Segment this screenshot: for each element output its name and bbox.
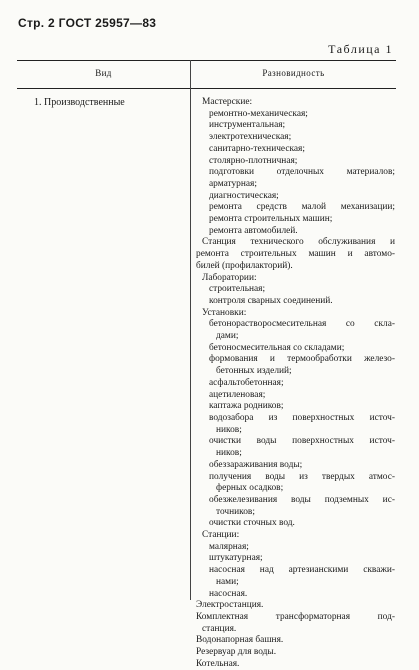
variety-line: бетонорастворосмесительная со скла-	[209, 319, 395, 330]
variety-line: Комплектная трансформаторная под-	[196, 611, 395, 622]
variety-list	[196, 97, 395, 670]
variety-line: диагностическая;	[209, 190, 279, 201]
column-header-variety: Разновидность	[262, 68, 325, 78]
column-divider	[190, 60, 191, 600]
variety-line: ацетиленовая;	[209, 389, 266, 400]
variety-line: Станция технического обслуживания и	[202, 237, 395, 248]
variety-line: бетоносмесительная со складами;	[209, 342, 345, 353]
variety-line: точников;	[216, 506, 255, 517]
variety-line: каптажа родников;	[209, 401, 284, 412]
variety-line: ремонта автомобилей.	[209, 225, 298, 236]
variety-line: обеззараживания воды;	[209, 459, 303, 470]
variety-line: Станции:	[202, 530, 240, 541]
variety-line: формования и термообработки железо-	[209, 354, 395, 365]
variety-line: насосная над артезианскими скважи-	[209, 565, 395, 576]
variety-line: строительная;	[209, 284, 266, 295]
variety-line: контроля сварных соединений.	[209, 295, 333, 306]
variety-line: Водонапорная башня.	[196, 635, 284, 646]
variety-line: электротехническая;	[209, 132, 292, 143]
variety-line: насосная.	[209, 588, 248, 599]
variety-line: билей (профилакторий).	[196, 260, 293, 271]
variety-line: Электростанция.	[196, 600, 264, 611]
variety-line: столярно-плотничная;	[209, 155, 298, 166]
variety-line: получения воды из твердых атмос-	[209, 471, 395, 482]
table-label: Таблица 1	[328, 42, 393, 56]
variety-line: водозабора из поверхностных источ-	[209, 412, 395, 423]
category-label: 1. Производственные	[34, 97, 125, 108]
variety-line: Мастерские:	[202, 97, 253, 107]
variety-line: санитарно-техническая;	[209, 143, 305, 154]
variety-line: ферных осадков;	[216, 483, 284, 494]
variety-line: ремонта строительных машин;	[209, 214, 333, 225]
variety-line: Резервуар для воды.	[196, 647, 277, 658]
variety-line: ремонта средств малой механизации;	[209, 202, 395, 213]
table-header-rule	[17, 88, 396, 89]
variety-line: обезжелезивания воды подземных ис-	[209, 494, 395, 505]
variety-line: станция.	[202, 623, 237, 634]
variety-line: нами;	[216, 576, 239, 587]
variety-line: Лаборатории:	[202, 272, 257, 283]
column-header-type: Вид	[95, 68, 112, 78]
variety-line: подготовки отделочных материалов;	[209, 167, 395, 178]
variety-line: Котельная.	[196, 658, 240, 669]
variety-line: инструментальная;	[209, 120, 286, 131]
variety-line: ников;	[216, 424, 242, 435]
variety-line: арматурная;	[209, 178, 257, 189]
variety-line: асфальтобетонная;	[209, 377, 284, 388]
variety-line: Установки:	[202, 307, 247, 318]
variety-line: ремонтно-механическая;	[209, 108, 308, 119]
variety-line: ремонта строительных машин и автомо-	[196, 249, 395, 260]
variety-line: бетонных изделий;	[216, 366, 292, 377]
variety-line: очистки сточных вод.	[209, 518, 295, 529]
table-top-rule	[17, 60, 396, 61]
page-header: Стр. 2 ГОСТ 25957—83	[18, 16, 157, 30]
variety-line: малярная;	[209, 541, 249, 552]
variety-line: штукатурная;	[209, 553, 263, 564]
variety-line: дами;	[216, 331, 239, 342]
variety-line: ников;	[216, 448, 242, 459]
variety-line: очистки воды поверхностных источ-	[209, 436, 395, 447]
